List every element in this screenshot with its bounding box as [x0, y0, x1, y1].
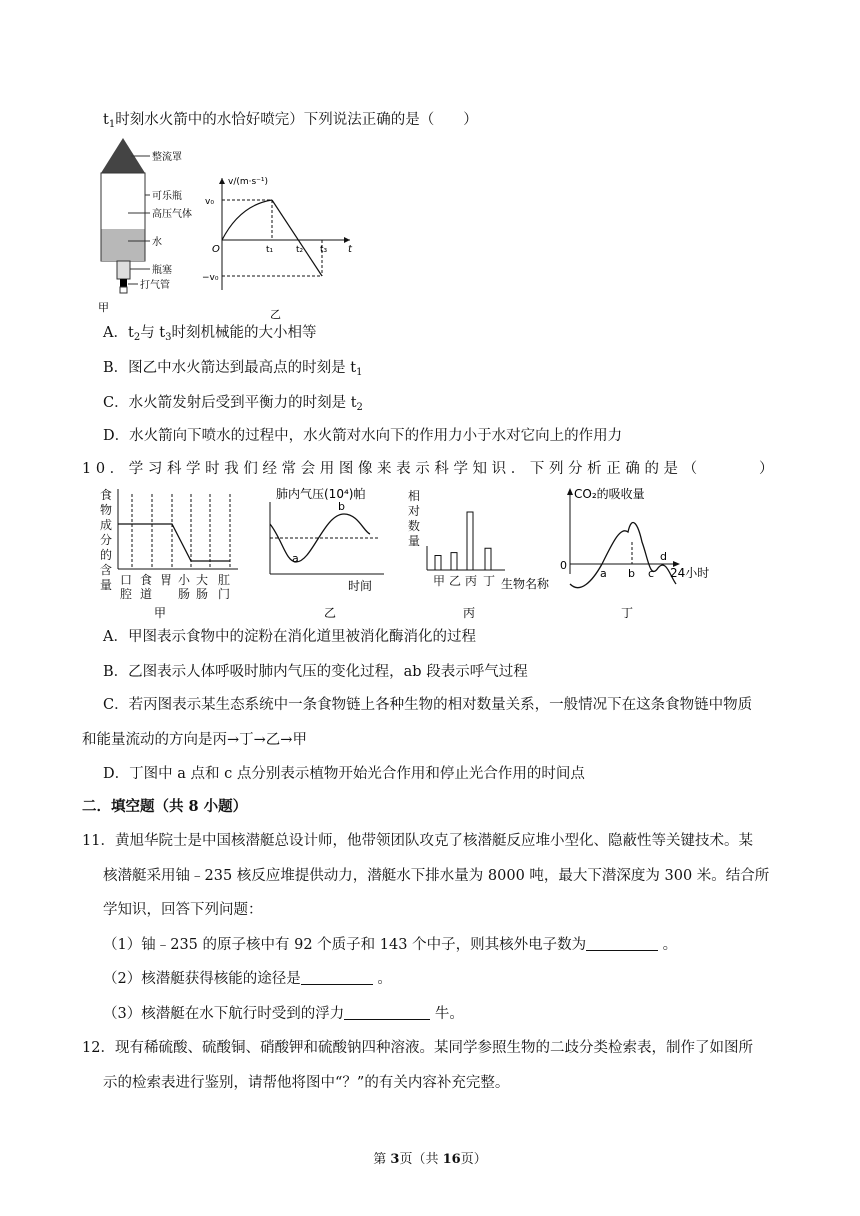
- category-label: 丙: [465, 574, 478, 588]
- bar-1: [451, 553, 457, 570]
- q10-option-c: C．若丙图表示某生态系统中一条食物链上各种生物的相对数量关系，一般情况下在这条食物链中物质: [103, 697, 753, 713]
- relative-number-chart: [405, 484, 560, 624]
- x-axis-label: 时间: [348, 579, 373, 593]
- ylabel-char: 含: [100, 563, 113, 577]
- organ-label: 大: [196, 573, 209, 587]
- q11-line-3: 学知识，回答下列问题：: [103, 902, 263, 918]
- label-fairing: 整流罩: [152, 152, 182, 163]
- q9-option-a: A．$t_2$与 $t_3$时刻机械能的大小相等: [103, 325, 317, 343]
- q11-line-1: 11．黄旭华院士是中国核潜艇总设计师，他带领团队攻克了核潜艇反应堆小型化、隐蔽性等关键技术。某: [82, 833, 753, 849]
- x-axis-label: 24小时: [670, 566, 710, 580]
- q12-line-1: 12．现有稀硫酸、硫酸铜、硝酸钾和硫酸钠四种溶液。某同学参照生物的二歧分类检索表，制作了如图所: [82, 1040, 753, 1056]
- q9-option-d: D．水火箭向下喷水的过程中，水火箭对水向下的作用力小于水对它向上的作用力: [103, 428, 623, 444]
- q10-stem: 10．学习科学时我们经常会用图像来表示科学知识．下列分析正确的是（ ）: [82, 461, 779, 477]
- ylabel-char: 对: [408, 504, 421, 518]
- x-axis-label: 生物名称: [501, 577, 550, 591]
- ylabel-char: 成: [100, 518, 113, 532]
- bar-0: [435, 556, 441, 571]
- q11-sub-3: （3）核潜艇在水下航行时受到的浮力 牛。: [103, 1006, 464, 1022]
- ylabel-char: 相: [408, 489, 421, 503]
- q11-sub-2: （2）核潜艇获得核能的途径是 。: [103, 971, 392, 987]
- organ-label: 胃: [160, 573, 173, 587]
- digestion-graph: [98, 484, 248, 624]
- label-pump-tube: 打气管: [140, 280, 170, 291]
- answer-blank[interactable]: [586, 936, 658, 951]
- caption-jia: 甲: [98, 301, 109, 314]
- label-gas: 高压气体: [152, 209, 192, 220]
- organ-label: 腔: [120, 587, 133, 601]
- category-label: 乙: [449, 574, 462, 588]
- point-a-label: a: [292, 552, 299, 565]
- page-footer: 第 3页（共 16页）: [373, 1152, 487, 1167]
- velocity-time-graph: [200, 170, 360, 320]
- point-b-label: b: [628, 567, 635, 580]
- organ-label: 肠: [178, 587, 191, 601]
- ylabel-char: 数: [408, 519, 421, 533]
- category-label: 丁: [483, 574, 496, 588]
- q10-option-d: D．丁图中 a 点和 c 点分别表示植物开始光合作用和停止光合作用的时间点: [103, 766, 585, 782]
- caption-yi: 乙: [324, 606, 337, 620]
- label-stopper: 瓶塞: [152, 265, 172, 276]
- point-d-label: d: [660, 550, 667, 563]
- caption-yi: 乙: [270, 308, 281, 321]
- organ-label: 道: [140, 587, 153, 601]
- q11-sub-1: （1）铀﹣235 的原子核中有 92 个质子和 143 个中子，则其核外电子数为 。: [103, 937, 678, 953]
- caption-jia: 甲: [154, 606, 167, 620]
- q9-option-b: B．图乙中水火箭达到最高点的时刻是 $t_1$: [103, 360, 363, 378]
- point-c-label: c: [648, 567, 655, 580]
- q11-line-2: 核潜艇采用铀﹣235 核反应堆提供动力，潜艇水下排水量为 8000 吨，最大下潜深度为 300 米。结合所: [103, 868, 770, 884]
- co2-title: CO₂的吸收量: [574, 487, 645, 501]
- organ-label: 食: [140, 573, 153, 587]
- t-label: t: [348, 244, 352, 255]
- point-b-label: b: [338, 500, 345, 513]
- zero-label: 0: [560, 559, 567, 572]
- water-rocket-figure: [98, 135, 208, 315]
- v0-label: v₀: [205, 197, 214, 207]
- q9-option-c: C．水火箭发射后受到平衡力的时刻是 $t_2$: [103, 395, 363, 413]
- q10-option-b: B．乙图表示人体呼吸时肺内气压的变化过程，ab 段表示呼气过程: [103, 664, 528, 680]
- bar-3: [485, 548, 491, 570]
- ylabel-char: 量: [100, 578, 113, 592]
- answer-blank[interactable]: [344, 1005, 430, 1020]
- label-bottle: 可乐瓶: [152, 191, 182, 202]
- ylabel-char: 的: [100, 548, 113, 562]
- neg-v0-label: −v₀: [202, 273, 219, 283]
- t3-label: t₃: [320, 245, 328, 255]
- organ-label: 门: [218, 587, 231, 601]
- ylabel-char: 食: [100, 488, 113, 502]
- ylabel-char: 量: [408, 534, 421, 548]
- section-heading: 二．填空题（共 8 小题）: [82, 798, 248, 815]
- co2-absorption-graph: [558, 484, 710, 624]
- category-label: 甲: [433, 574, 446, 588]
- lung-title: 肺内气压(10⁴)帕: [276, 487, 366, 501]
- caption-ding: 丁: [621, 606, 634, 620]
- ylabel-char: 物: [100, 503, 113, 517]
- organ-label: 口: [120, 573, 133, 587]
- organ-label: 肠: [196, 587, 209, 601]
- t1-label: t₁: [266, 245, 274, 255]
- origin-label: O: [212, 244, 220, 255]
- ylabel-char: 分: [100, 533, 113, 547]
- bar-2: [467, 512, 473, 570]
- point-a-label: a: [600, 567, 607, 580]
- q10-option-c-cont: 和能量流动的方向是丙→丁→乙→甲: [82, 732, 307, 748]
- organ-label: 肛: [218, 573, 231, 587]
- organ-label: 小: [178, 573, 191, 587]
- label-water: 水: [152, 237, 162, 248]
- caption-bing: 丙: [463, 606, 476, 620]
- q9-stem: $t_1$时刻水火箭中的水恰好喷完）下列说法正确的是（ ）: [103, 112, 478, 130]
- q10-option-a: A．甲图表示食物中的淀粉在消化道里被消化酶消化的过程: [103, 629, 476, 645]
- lung-pressure-graph: [262, 484, 392, 624]
- q12-line-2: 示的检索表进行鉴别，请帮他将图中“？”的有关内容补充完整。: [103, 1075, 510, 1091]
- answer-blank[interactable]: [301, 970, 373, 985]
- t2-label: t₂: [296, 245, 304, 255]
- y-axis-label: v/(m·s⁻¹): [228, 177, 269, 187]
